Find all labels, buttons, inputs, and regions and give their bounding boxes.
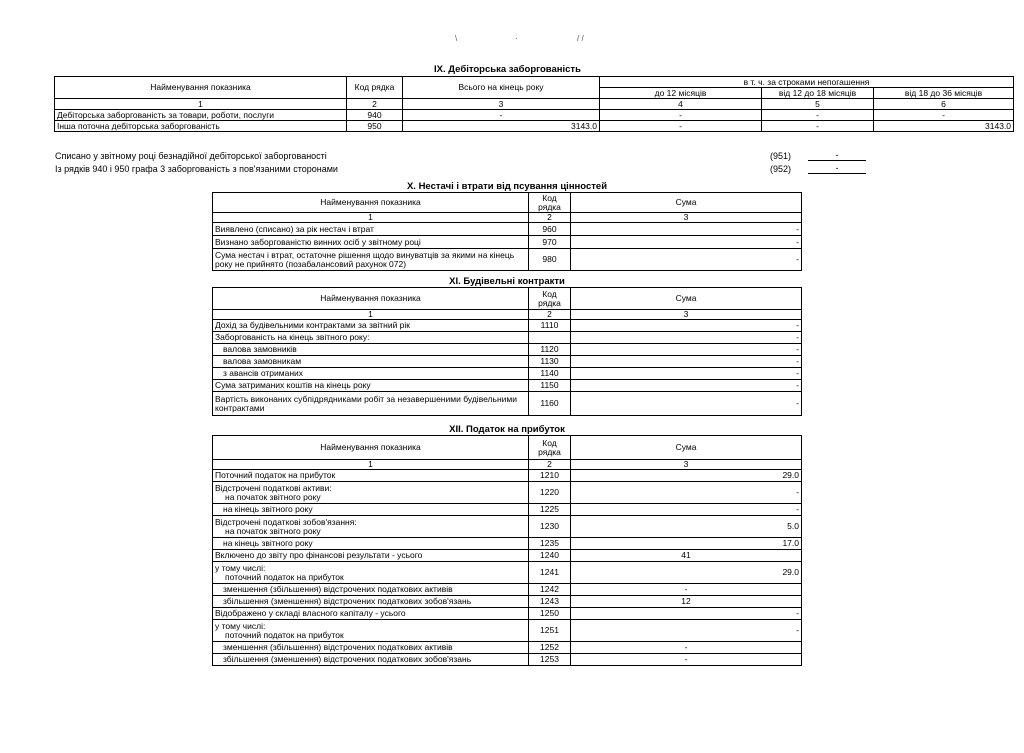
row-sum: -	[571, 368, 802, 380]
table-row	[213, 380, 802, 392]
row-name: валова замовникам	[213, 356, 529, 368]
row-sum: 29.0	[571, 470, 802, 482]
row-sum: -	[571, 642, 802, 654]
table-row	[55, 110, 1014, 121]
row-sum: -	[571, 392, 802, 416]
table-row	[213, 562, 802, 584]
row-code: 1220	[529, 482, 571, 504]
col-number: 3	[403, 99, 600, 110]
row-name-line1: у тому числі:	[215, 620, 266, 631]
col-header-sum: Сума	[571, 193, 802, 213]
col-number: 1	[213, 310, 529, 320]
section-12-title: XII. Податок на прибуток	[449, 424, 565, 435]
row-code: 1240	[529, 550, 571, 562]
row-name: Дохід за будівельними контрактами за звітний рік	[213, 320, 529, 332]
col-number: 2	[529, 310, 571, 320]
table-row	[213, 356, 802, 368]
income-tax-table	[212, 435, 802, 666]
row-name-line1: у тому числі:	[215, 562, 266, 573]
row-sum: -	[571, 236, 802, 249]
row-code: 970	[529, 236, 571, 249]
table-row	[213, 368, 802, 380]
row-code: 1252	[529, 642, 571, 654]
row-sum: -	[571, 320, 802, 332]
row-sum: 29.0	[571, 562, 802, 584]
scan-mark: ·	[515, 34, 518, 43]
row-sum: -	[571, 584, 802, 596]
row-name: з авансів отриманих	[213, 368, 529, 380]
row-sum: 17.0	[571, 538, 802, 550]
table-row	[213, 482, 802, 504]
col-number: 3	[571, 213, 802, 223]
row-code: 1241	[529, 562, 571, 584]
table-number-row	[213, 310, 802, 320]
col-header-name: Найменування показника	[213, 436, 529, 460]
row-sum: -	[571, 223, 802, 236]
col-header-sum: Сума	[571, 288, 802, 310]
col-number: 1	[213, 460, 529, 470]
row-value: -	[600, 121, 762, 132]
col-number: 1	[55, 99, 347, 110]
note-written-off-code: (951)	[770, 151, 792, 161]
table-row	[213, 584, 802, 596]
table-row	[213, 596, 802, 608]
col-header-12-18m: від 12 до 18 місяців	[762, 88, 874, 99]
row-name: Сума нестач і втрат, остаточне рішення щодо винуватців за якими на кінець року не прийнято (позабалансовий рахунок 072)	[213, 249, 529, 271]
note-written-off-value: -	[808, 150, 866, 161]
losses-table	[212, 192, 802, 271]
table-row	[213, 504, 802, 516]
row-name: Інша поточна дебіторська заборгованість	[55, 121, 347, 132]
col-number: 2	[347, 99, 403, 110]
note-related-parties-code: (952)	[770, 164, 792, 174]
construction-contracts-table	[212, 287, 802, 416]
row-sum: -	[571, 504, 802, 516]
table-number-row	[213, 460, 802, 470]
col-header-12m: до 12 місяців	[600, 88, 762, 99]
section-10-title: X. Нестачі і втрати від псування цінностей	[406, 181, 608, 192]
row-code: 1242	[529, 584, 571, 596]
table-row	[213, 236, 802, 249]
table-row	[213, 620, 802, 642]
row-sum: 41	[571, 550, 802, 562]
row-sum: -	[571, 344, 802, 356]
section-9-title: IX. Дебіторська заборгованість	[434, 64, 581, 75]
table-number-row	[213, 213, 802, 223]
row-name-line2: поточний податок на прибуток	[225, 571, 344, 582]
row-name: збільшення (зменшення) відстрочених податкових зобов'язань	[213, 654, 529, 666]
row-name-line2: на початок звітного року	[225, 491, 321, 502]
table-row	[213, 516, 802, 538]
row-name: Вартість виконаних субпідрядниками робіт за незавершеними будівельними контрактами	[213, 392, 529, 416]
row-code: 1243	[529, 596, 571, 608]
row-value: 3143.0	[874, 121, 1014, 132]
row-code: 1150	[529, 380, 571, 392]
col-header-18-36m: від 18 до 36 місяців	[874, 88, 1014, 99]
col-header-name: Найменування показника	[213, 288, 529, 310]
row-sum: 5.0	[571, 516, 802, 538]
col-number: 6	[874, 99, 1014, 110]
row-name: на кінець звітного року	[213, 504, 529, 516]
row-code: 1235	[529, 538, 571, 550]
row-total: -	[403, 110, 600, 121]
col-header-code: Код рядка	[529, 436, 571, 460]
row-name: Сума затриманих коштів на кінець року	[213, 380, 529, 392]
col-header-name: Найменування показника	[55, 77, 347, 99]
row-sum: -	[571, 380, 802, 392]
table-row	[213, 320, 802, 332]
row-sum: -	[571, 608, 802, 620]
col-header-total: Всього на кінець року	[403, 77, 600, 99]
table-row	[213, 392, 802, 416]
row-sum: -	[571, 654, 802, 666]
receivables-table	[54, 76, 1014, 132]
row-name: Визнано заборгованістю винних осіб у звітному році	[213, 236, 529, 249]
note-related-parties: Із рядків 940 і 950 графа 3 заборгованість з пов'язаними сторонами	[55, 164, 338, 174]
row-code: 1140	[529, 368, 571, 380]
table-row	[213, 332, 802, 344]
row-code: 1120	[529, 344, 571, 356]
row-code: 1230	[529, 516, 571, 538]
row-name-line1: Відстрочені податкові зобов'язання:	[215, 516, 357, 527]
row-name-line2: на початок звітного року	[225, 525, 321, 536]
row-total: 3143.0	[403, 121, 600, 132]
row-name-line1: Відстрочені податкові активи:	[215, 482, 332, 493]
col-number: 2	[529, 213, 571, 223]
col-header-code: Код рядка	[529, 193, 571, 213]
row-name: збільшення (зменшення) відстрочених податкових зобов'язань	[213, 596, 529, 608]
col-number: 3	[571, 460, 802, 470]
row-code: 1160	[529, 392, 571, 416]
row-code: 1110	[529, 320, 571, 332]
row-name: Включено до звіту про фінансові результати - усього	[213, 550, 529, 562]
row-sum: -	[571, 356, 802, 368]
row-sum: -	[571, 332, 802, 344]
table-number-row	[55, 99, 1014, 110]
table-row	[213, 538, 802, 550]
row-code: 1210	[529, 470, 571, 482]
row-code	[529, 332, 571, 344]
row-name-line2: поточний податок на прибуток	[225, 629, 344, 640]
table-row	[213, 642, 802, 654]
row-code: 1253	[529, 654, 571, 666]
row-code: 1250	[529, 608, 571, 620]
table-row	[213, 470, 802, 482]
row-name	[213, 482, 529, 504]
row-value: -	[874, 110, 1014, 121]
row-code: 1225	[529, 504, 571, 516]
col-number: 2	[529, 460, 571, 470]
row-sum: 12	[571, 596, 802, 608]
row-code: 940	[347, 110, 403, 121]
row-name: на кінець звітного року	[213, 538, 529, 550]
table-row	[213, 249, 802, 271]
row-code: 960	[529, 223, 571, 236]
row-value: -	[600, 110, 762, 121]
row-name: Заборгованість на кінець звітного року:	[213, 332, 529, 344]
scan-mark: / /	[577, 34, 584, 43]
row-code: 980	[529, 249, 571, 271]
row-code: 1251	[529, 620, 571, 642]
row-sum: -	[571, 482, 802, 504]
col-number: 3	[571, 310, 802, 320]
col-number: 4	[600, 99, 762, 110]
scan-mark: \	[455, 34, 458, 43]
row-name: валова замовників	[213, 344, 529, 356]
table-row	[213, 550, 802, 562]
table-row	[213, 223, 802, 236]
table-row	[213, 344, 802, 356]
row-sum: -	[571, 249, 802, 271]
row-sum: -	[571, 620, 802, 642]
row-value: -	[762, 121, 874, 132]
col-header-code: Код рядка	[347, 77, 403, 99]
row-value: -	[762, 110, 874, 121]
col-number: 1	[213, 213, 529, 223]
note-written-off: Списано у звітному році безнадійної дебіторської заборгованості	[55, 151, 327, 161]
col-header-group: в т. ч. за строками непогашення	[600, 77, 1014, 88]
row-name: Відображено у складі власного капіталу - усього	[213, 608, 529, 620]
row-name: Виявлено (списано) за рік нестач і втрат	[213, 223, 529, 236]
row-name: зменшення (збільшення) відстрочених податкових активів	[213, 642, 529, 654]
table-row	[213, 608, 802, 620]
row-name	[213, 562, 529, 584]
table-row	[55, 121, 1014, 132]
table-row	[213, 654, 802, 666]
col-number: 5	[762, 99, 874, 110]
col-header-code: Код рядка	[529, 288, 571, 310]
col-header-sum: Сума	[571, 436, 802, 460]
note-related-parties-value: -	[808, 163, 866, 174]
row-name: Дебіторська заборгованість за товари, роботи, послуги	[55, 110, 347, 121]
row-code: 1130	[529, 356, 571, 368]
col-header-name: Найменування показника	[213, 193, 529, 213]
row-name	[213, 620, 529, 642]
row-name: зменшення (збільшення) відстрочених податкових активів	[213, 584, 529, 596]
row-code: 950	[347, 121, 403, 132]
row-name: Поточний податок на прибуток	[213, 470, 529, 482]
section-11-title: XI. Будівельні контракти	[449, 276, 565, 287]
row-name	[213, 516, 529, 538]
